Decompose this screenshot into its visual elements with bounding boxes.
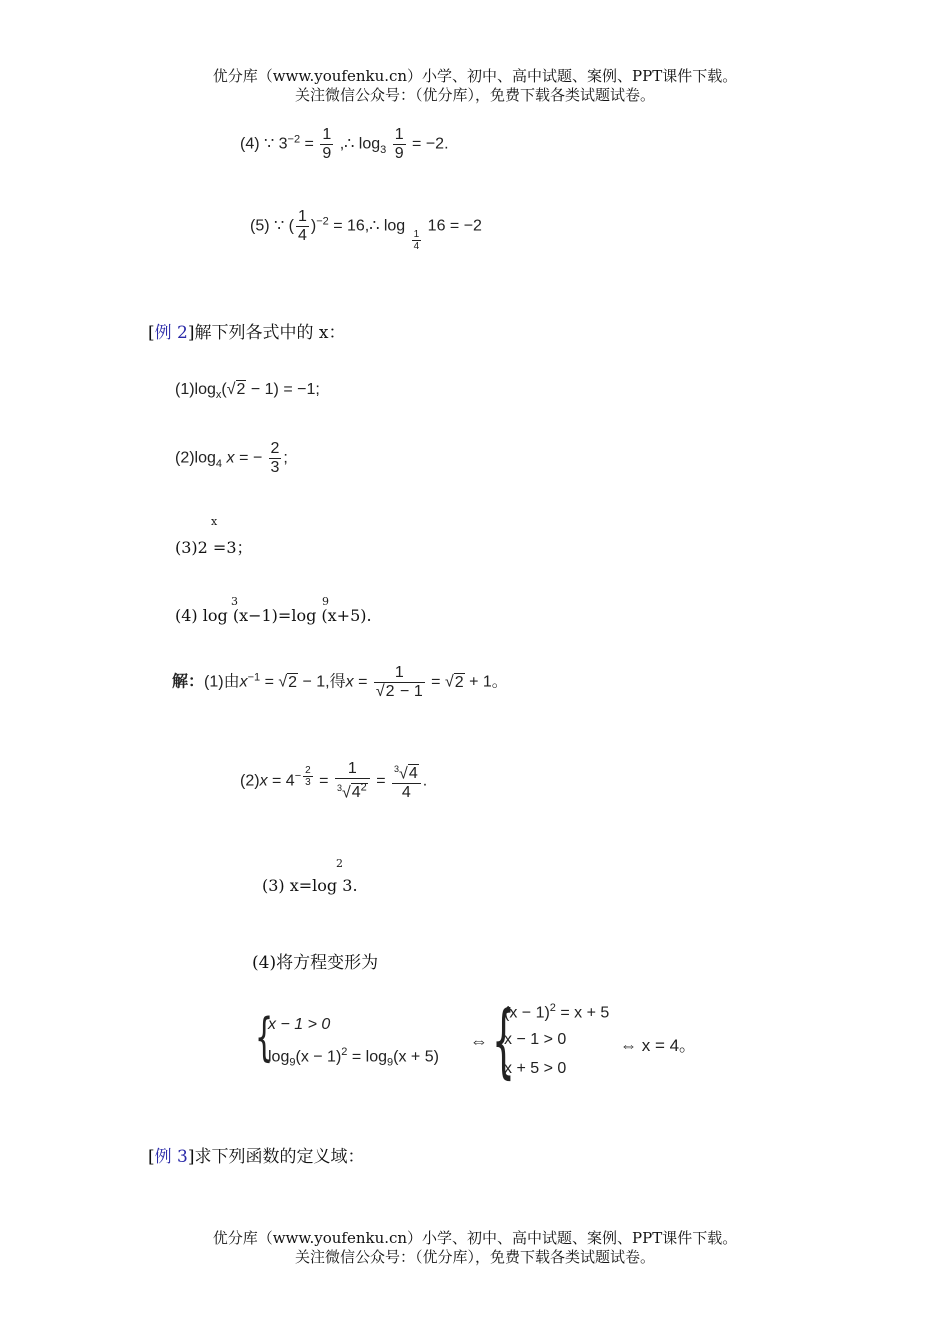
example-2-tag: 例 2 bbox=[154, 323, 188, 343]
iff-symbol-1: ⇔ bbox=[470, 1031, 488, 1051]
problem-3-exponent: x bbox=[211, 515, 218, 528]
solution-label: 解： bbox=[172, 671, 205, 691]
problem-4: (4) log (x−1)=log (x+5). bbox=[175, 606, 372, 625]
system-1-brace: { bbox=[255, 1008, 274, 1068]
example-3-title: 求下列函数的定义域： bbox=[194, 1147, 365, 1167]
example-2-title: 解下列各式中的 x： bbox=[194, 323, 346, 343]
prev-item-5: (5) ∵ ( $\frac{1}{4}$ )$^{-2}$ = 16,∴ log $\frac{1}{4}$ 16 = −2 bbox=[250, 208, 482, 252]
footer-line-2: 关注微信公众号：（优分库），免费下载各类试题试卷。 bbox=[294, 1248, 655, 1266]
system-1-line-1: x − 1 > 0 bbox=[268, 1016, 331, 1033]
system-2-line-1: $(x - 1)^2 = x + 5$ bbox=[504, 1002, 610, 1022]
problem-1: $(1)\log_x(√2 - 1) = -1$; bbox=[175, 381, 320, 402]
solution-3: (3) x=log 3. bbox=[262, 876, 358, 895]
solution-4-intro: (4)将方程变形为 bbox=[252, 953, 379, 973]
example-3-tag: 例 3 bbox=[154, 1147, 188, 1167]
prev-item-4: (4) ∵ $3^{-2}$ = $\frac{1}{9}$ ,∴ $\log_3$ $\frac{1}{9}$ = −2. bbox=[240, 126, 449, 162]
problem-3: (3)2 =3； bbox=[175, 538, 253, 557]
iff-result: ⇔ x = 4。 bbox=[620, 1036, 697, 1055]
system-2-brace: { bbox=[492, 994, 515, 1087]
header-line-1: 优分库（www.youfenku.cn）小学、初中、高中试题、案例、PPT课件下载。 bbox=[212, 67, 738, 85]
problem-4-exponent-1: 3 bbox=[231, 595, 238, 608]
problem-2: $(2)\log_4$ x = − $\frac{2}{3}$ ; bbox=[175, 440, 288, 476]
example-3-heading: [例 3]求下列函数的定义域： bbox=[148, 1147, 365, 1167]
example-2-heading: [例 2]解下列各式中的 x： bbox=[148, 323, 346, 343]
system-2-line-3: x + 5 > 0 bbox=[504, 1060, 567, 1077]
solution-1: 解：(1)由$x^{-1} = √2 - 1$,得x = $\frac{1}{√2 - 1}$ = √2 + 1。 bbox=[172, 664, 508, 700]
system-2-line-2: x − 1 > 0 bbox=[504, 1031, 567, 1048]
page-header bbox=[0, 67, 950, 105]
solution-2: $(2)x = 4^{- \frac{2}{3}}$ = $\frac{1}{^3√4^2}$ = $\frac{^3√4}{4}$ . bbox=[240, 760, 428, 802]
footer-line-1: 优分库（www.youfenku.cn）小学、初中、高中试题、案例、PPT课件下载。 bbox=[212, 1229, 738, 1247]
problem-4-exponent-2: 9 bbox=[322, 595, 329, 608]
solution-3-exponent: 2 bbox=[336, 857, 343, 870]
page-footer bbox=[0, 1229, 950, 1267]
header-line-2: 关注微信公众号：（优分库），免费下载各类试题试卷。 bbox=[294, 86, 655, 104]
system-1-line-2: $\log_9(x - 1)^2 = \log_9(x + 5)$ bbox=[268, 1046, 439, 1069]
